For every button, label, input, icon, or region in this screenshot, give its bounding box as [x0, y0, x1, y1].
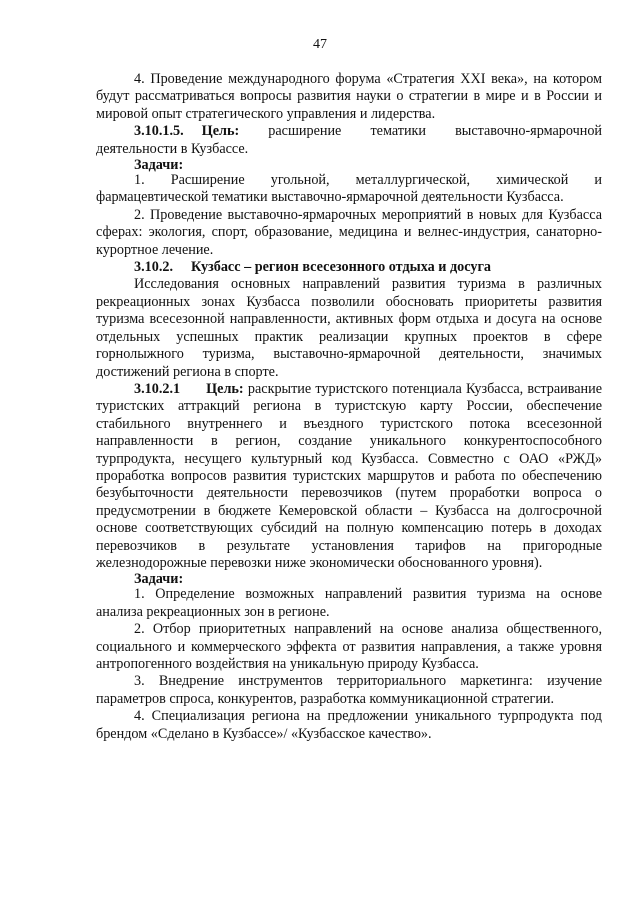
goal-3-10-1-5 [96, 123, 602, 158]
tasks-heading: Задачи: [134, 157, 184, 174]
goal-text: раскрытие туристского потенциала Кузбасса, встраивание туристских аттракций региона в туристскую карту России, обеспечение стабильного внутреннего и въездного туристского потока всесезонной направленности в регион, создание уникального конкурентоспособного турпродукта, несущего культурный код Кузбасса. Совместно с ОАО «РЖД» проработка вопросов развития туристских маршрутов и работа по обеспечению безубыточности деятельности перевозчиков (путем проработки вопроса о предусмотрении в бюджете Кемеровской области – Кузбасса на долгосрочной основе соответствующих субсидий на полную компенсацию потерь в доходах перевозчиков в результате установления тарифов на пригородные железнодорожные перевозки ниже экономически обоснованного уровня). [96, 380, 602, 571]
goal-3-10-2-1 [96, 381, 602, 572]
goal-label: Цель: [206, 380, 244, 397]
paragraph-forum: 4. Проведение международного форума «Стратегия XXI века», на котором будут рассматриваться вопросы развития науки о стратегии в мире и в России и мировой опыт стратегического управления и лидерства. [96, 71, 602, 122]
section-paragraph: Исследования основных направлений развития туризма в различных рекреационных зонах Кузбасса позволили обосновать приоритеты развития туризма всесезонной направленности, активных форм отдыха и досуга на основе отдельных успешных практик реализации крупных проектов в сфере горнолыжного туризма, выставочно-ярмарочной деятельности, значимых достижений региона в спорте. [96, 276, 602, 380]
section-title: Кузбасс – регион всесезонного отдыха и досуга [191, 259, 491, 276]
page-content [96, 71, 602, 743]
task-item: 1. Определение возможных направлений развития туризма на основе анализа рекреационных зон в регионе. [96, 586, 602, 620]
section-heading-3-10-2 [96, 259, 602, 276]
goal-number: 3.10.2.1 [134, 380, 181, 397]
section-number: 3.10.2. [134, 259, 174, 276]
tasks-heading: Задачи: [134, 571, 184, 588]
goal-label: Цель: [201, 123, 240, 140]
task-item: 1. Расширение угольной, металлургической, химической и фармацевтической тематики выставочно-ярмарочной деятельности Кузбасса. [96, 172, 602, 206]
task-item: 2. Отбор приоритетных направлений на основе анализа общественного, социального и коммерческого эффекта от развития направления, а также уровня антропогенного воздействия на уникальную природу Кузбасса. [96, 621, 602, 672]
goal-text: расширение тематики выставочно-ярмарочной деятельности в Кузбассе. [96, 123, 603, 157]
goal-number: 3.10.1.5. [134, 123, 184, 140]
task-item: 2. Проведение выставочно-ярмарочных мероприятий в новых для Кузбасса сферах: экология, спорт, образование, медицина и велнес-индустрия, санаторно-курортное лечение. [96, 206, 602, 258]
task-item: 4. Специализация региона на предложении уникального турпродукта под брендом «Сделано в Кузбассе»/ «Кузбасское качество». [96, 708, 602, 742]
page-number: 47 [313, 37, 327, 52]
task-item: 3. Внедрение инструментов территориального маркетинга: изучение параметров спроса, конкурентов, разработка коммуникационной стратегии. [96, 673, 602, 707]
